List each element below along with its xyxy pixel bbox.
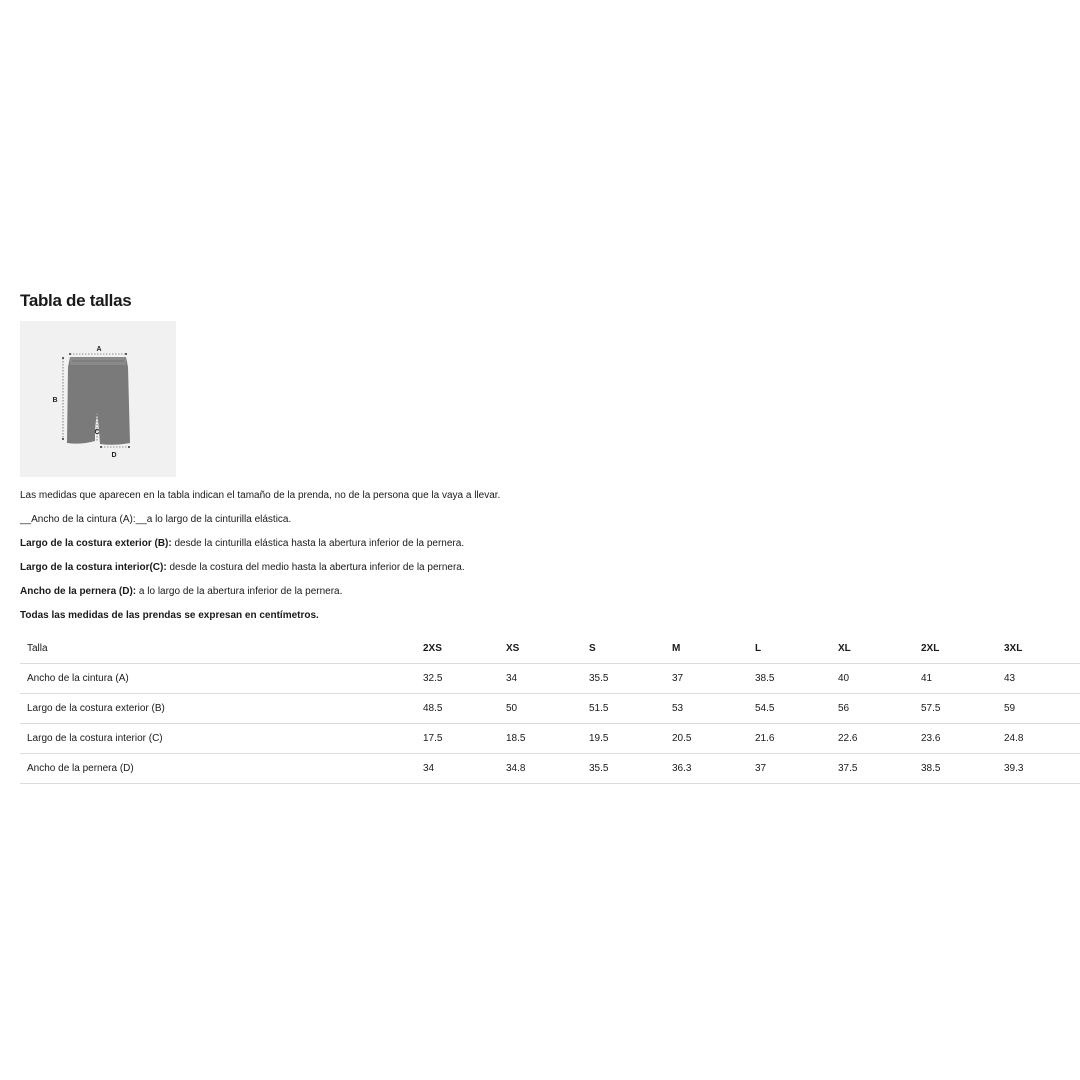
size-chart <box>20 289 1080 784</box>
table-cell: 21.6 <box>748 724 831 754</box>
table-cell: 17.5 <box>416 724 499 754</box>
note-leg <box>20 586 1080 598</box>
table-cell: 35.5 <box>582 664 665 694</box>
row-label: Ancho de la cintura (A) <box>20 664 416 694</box>
page-title: Tabla de tallas <box>20 291 132 310</box>
note-waist-text: __a lo largo de la cinturilla elástica. <box>135 514 292 525</box>
note-leg-text: a lo largo de la abertura inferior de la pernera. <box>136 586 343 597</box>
note-intro: Las medidas que aparecen en la tabla indican el tamaño de la prenda, no de la persona que la vaya a llevar. <box>20 490 501 501</box>
table-cell: 39.3 <box>997 754 1080 784</box>
row-label: Largo de la costura interior (C) <box>20 724 416 754</box>
table-cell: 43 <box>997 664 1080 694</box>
note-outseam-text: desde la cinturilla elástica hasta la abertura inferior de la pernera. <box>171 538 465 549</box>
table-cell: 18.5 <box>499 724 582 754</box>
shorts-diagram <box>20 321 176 477</box>
measure-b-label: B <box>52 397 58 404</box>
table-cell: 32.5 <box>416 664 499 694</box>
table-cell: 24.8 <box>997 724 1080 754</box>
note-outseam-label: Largo de la costura exterior (B): <box>20 538 172 549</box>
table-cell: 37 <box>665 664 748 694</box>
measurement-notes <box>20 490 1080 622</box>
measure-d-label: D <box>111 452 117 459</box>
table-cell: 34.8 <box>499 754 582 784</box>
table-cell: 19.5 <box>582 724 665 754</box>
note-leg-label: Ancho de la pernera (D): <box>20 586 137 597</box>
table-header-size: XS <box>499 634 582 664</box>
table-cell: 51.5 <box>582 694 665 724</box>
row-label: Largo de la costura exterior (B) <box>20 694 416 724</box>
table-header-size: 2XL <box>914 634 997 664</box>
table-cell: 53 <box>665 694 748 724</box>
table-cell: 59 <box>997 694 1080 724</box>
row-label: Ancho de la pernera (D) <box>20 754 416 784</box>
table-row <box>20 694 1080 724</box>
table-row <box>20 754 1080 784</box>
shorts-measurement-illustration <box>20 321 176 477</box>
table-header-size: 2XS <box>416 634 499 664</box>
measure-a-label: A <box>96 346 102 353</box>
table-header-size: S <box>582 634 665 664</box>
table-cell: 38.5 <box>914 754 997 784</box>
table-cell: 37 <box>748 754 831 784</box>
table-cell: 37.5 <box>831 754 914 784</box>
table-cell: 41 <box>914 664 997 694</box>
table-cell: 48.5 <box>416 694 499 724</box>
table-cell: 34 <box>416 754 499 784</box>
note-inseam <box>20 562 1080 574</box>
size-table <box>20 634 1080 784</box>
table-cell: 38.5 <box>748 664 831 694</box>
note-units: Todas las medidas de las prendas se expresan en centímetros. <box>20 610 319 621</box>
note-outseam <box>20 538 1080 550</box>
table-header-size: M <box>665 634 748 664</box>
table-cell: 22.6 <box>831 724 914 754</box>
table-header-size: 3XL <box>997 634 1080 664</box>
table-row <box>20 724 1080 754</box>
note-inseam-label: Largo de la costura interior(C): <box>20 562 167 573</box>
note-waist-label: __Ancho de la cintura (A): <box>20 514 136 525</box>
measure-c-label: C <box>94 429 100 436</box>
table-cell: 34 <box>499 664 582 694</box>
table-cell: 20.5 <box>665 724 748 754</box>
table-cell: 36.3 <box>665 754 748 784</box>
table-cell: 54.5 <box>748 694 831 724</box>
table-header-size: XL <box>831 634 914 664</box>
table-header-row <box>20 634 1080 664</box>
table-cell: 23.6 <box>914 724 997 754</box>
table-cell: 35.5 <box>582 754 665 784</box>
table-cell: 40 <box>831 664 914 694</box>
table-header-label: Talla <box>20 634 416 664</box>
table-cell: 50 <box>499 694 582 724</box>
table-cell: 57.5 <box>914 694 997 724</box>
table-header-size: L <box>748 634 831 664</box>
note-waist <box>20 514 1080 526</box>
table-row <box>20 664 1080 694</box>
note-inseam-text: desde la costura del medio hasta la abertura inferior de la pernera. <box>166 562 465 573</box>
table-cell: 56 <box>831 694 914 724</box>
